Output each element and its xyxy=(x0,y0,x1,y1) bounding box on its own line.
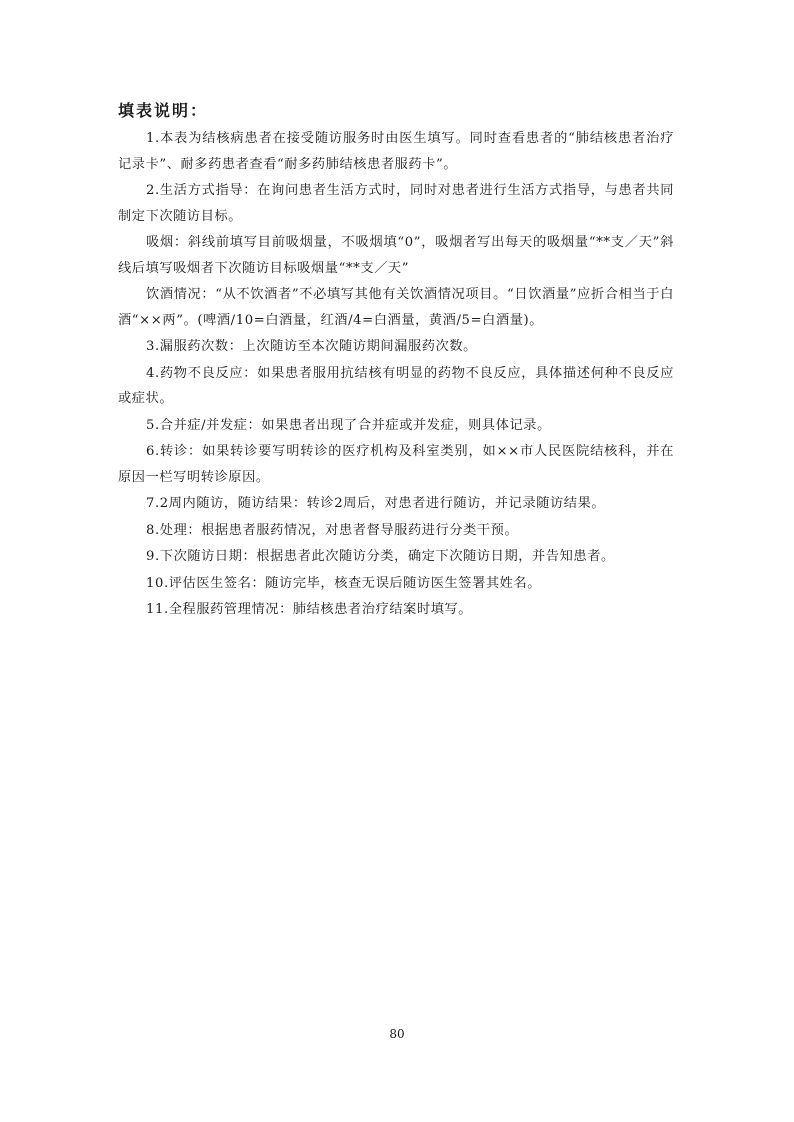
instruction-paragraph-3: 3.漏服药次数：上次随访至本次随访期间漏服药次数。 xyxy=(146,339,477,354)
instructions-heading: 填表说明： xyxy=(118,101,209,120)
instruction-paragraph-1: 1.本表为结核病患者在接受随访服务时由医生填写。同时查看患者的“肺结核患者治疗记录卡”、耐多药患者查看“耐多药肺结核患者服药卡”。 xyxy=(118,131,674,172)
instruction-paragraph-2: 2.生活方式指导：在询问患者生活方式时，同时对患者进行生活方式指导，与患者共同制定下次随访目标。 xyxy=(118,183,674,224)
instruction-paragraph-11: 11.全程服药管理情况：肺结核患者治疗结案时填写。 xyxy=(146,602,473,617)
instruction-paragraph-5: 5.合并症/并发症：如果患者出现了合并症或并发症，则具体记录。 xyxy=(146,417,551,433)
instruction-paragraph-9: 9.下次随访日期：根据患者此次随访分类，确定下次随访日期，并告知患者。 xyxy=(146,549,615,564)
page-number: 80 xyxy=(389,1027,405,1041)
instruction-paragraph-4: 4.药物不良反应：如果患者服用抗结核有明显的药物不良反应，具体描述何种不良反应或症状。 xyxy=(118,365,674,406)
instruction-paragraph-7: 7.2周内随访，随访结果：转诊2周后，对患者进行随访，并记录随访结果。 xyxy=(146,496,606,511)
instruction-paragraph-6: 6.转诊：如果转诊要写明转诊的医疗机构及科室类别，如××市人民医院结核科，并在原因一栏写明转诊原因。 xyxy=(118,444,674,485)
instructions-body xyxy=(118,126,674,624)
instruction-paragraph-8: 8.处理：根据患者服药情况，对患者督导服药进行分类干预。 xyxy=(146,522,519,538)
instruction-paragraph-drinking: 饮酒情况：“从不饮酒者”不必填写其他有关饮酒情况项目。“日饮酒量”应折合相当于白酒“××两”。(啤酒/10=白酒量，红酒/4=白酒量，黄酒/5=白酒量)。 xyxy=(118,287,674,328)
instruction-paragraph-10: 10.评估医生签名：随访完毕，核查无误后随访医生签署其姓名。 xyxy=(146,575,542,591)
instruction-paragraph-smoking: 吸烟：斜线前填写目前吸烟量，不吸烟填“0”，吸烟者写出每天的吸烟量“**支／天”斜线后填写吸烟者下次随访目标吸烟量“**支／天” xyxy=(118,235,674,276)
